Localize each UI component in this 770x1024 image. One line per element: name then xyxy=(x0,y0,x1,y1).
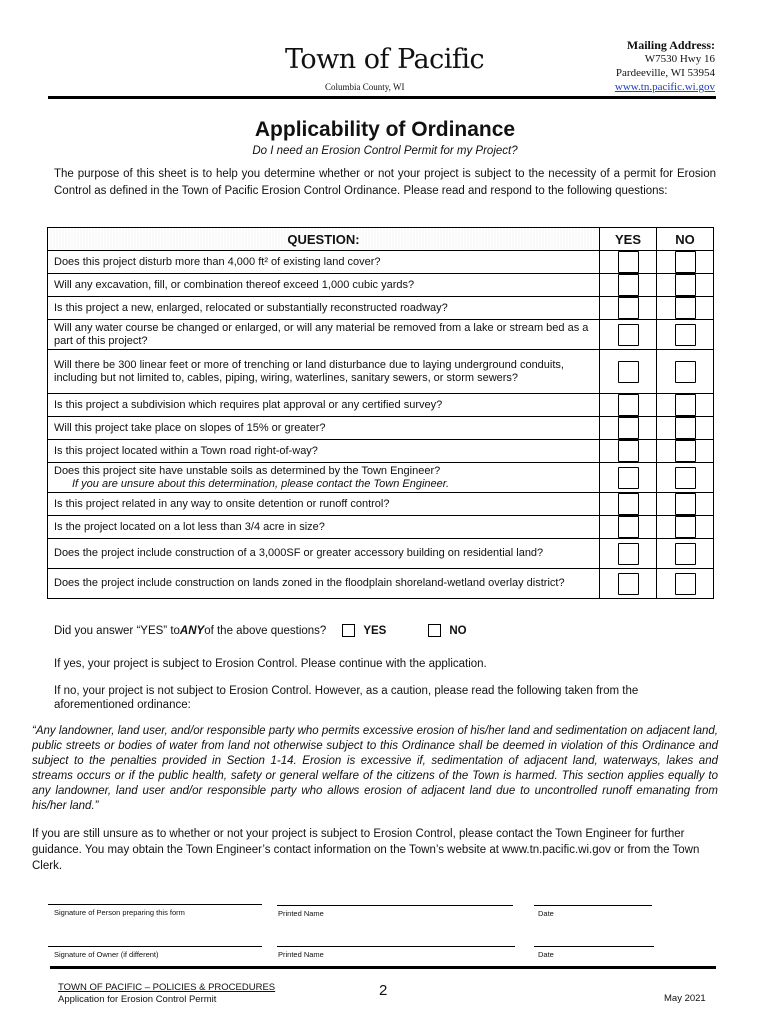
question-cell xyxy=(48,320,600,350)
question-row xyxy=(48,251,714,274)
page-number: 2 xyxy=(379,982,388,999)
question-row xyxy=(48,463,714,493)
question-text: Will there be 300 linear feet or more of trenching or land disturbance due to laying underground conduits, including but not limited to, cables, piping, wiring, waterlines, sanitary sewers, or storm sewers? xyxy=(54,358,564,384)
answer-no-label: NO xyxy=(449,624,467,637)
footer-doc-info xyxy=(58,982,275,1006)
no-cell xyxy=(657,569,714,599)
question-text: Does this project site have unstable soils as determined by the Town Engineer? xyxy=(54,464,441,477)
no-checkbox[interactable] xyxy=(675,324,696,346)
no-cell xyxy=(657,320,714,350)
no-cell xyxy=(657,463,714,493)
question-row xyxy=(48,350,714,394)
no-checkbox[interactable] xyxy=(675,440,696,462)
question-row xyxy=(48,493,714,516)
question-cell xyxy=(48,251,600,274)
date-line-2[interactable] xyxy=(534,946,654,947)
address-line-2: Pardeeville, WI 53954 xyxy=(615,67,715,79)
town-name: Town of Pacific xyxy=(285,44,485,75)
no-cell xyxy=(657,394,714,417)
any-emphasis: ANY xyxy=(179,624,205,637)
question-cell xyxy=(48,274,600,297)
question-cell xyxy=(48,539,600,569)
question-cell xyxy=(48,394,600,417)
answer-no-checkbox[interactable] xyxy=(428,624,441,637)
owner-signature-line[interactable] xyxy=(48,946,262,947)
mailing-heading: Mailing Address: xyxy=(626,38,715,52)
county-label: Columbia County, WI xyxy=(325,82,405,92)
printed-name-line-1[interactable] xyxy=(277,905,513,906)
question-cell xyxy=(48,516,600,539)
any-yes-question-post: of the above questions? xyxy=(204,624,327,637)
no-checkbox[interactable] xyxy=(675,251,696,273)
owner-signature-label: Signature of Owner (if different) xyxy=(54,950,159,959)
preparer-signature-line[interactable] xyxy=(48,904,262,905)
date-line-1[interactable] xyxy=(534,905,652,906)
if-yes-text: If yes, your project is subject to Erosion Control. Please continue with the application. xyxy=(54,658,487,670)
header-divider xyxy=(48,96,716,99)
question-text: Does the project include construction of a 3,000SF or greater accessory building on residential land? xyxy=(54,547,544,559)
intro-paragraph: The purpose of this sheet is to help you determine whether or not your project is subject to the necessity of a permit for Erosion Control as defined in the Town of Pacific Erosion Control Ordinance. Please read and respond to the following questions: xyxy=(54,168,716,197)
if-no-text: If no, your project is not subject to Erosion Control. However, as a caution, please read the following taken from the aforementioned ordinance: xyxy=(54,685,639,711)
question-text: Is this project located within a Town road right-of-way? xyxy=(54,444,318,457)
no-cell xyxy=(657,539,714,569)
mailing-address-block xyxy=(615,38,715,94)
address-line-1: W7530 Hwy 16 xyxy=(644,53,715,65)
yes-cell xyxy=(600,417,657,440)
no-checkbox[interactable] xyxy=(675,467,696,489)
yes-cell xyxy=(600,539,657,569)
no-checkbox[interactable] xyxy=(675,394,696,416)
question-column-header: QUESTION: xyxy=(48,228,600,251)
yes-checkbox[interactable] xyxy=(618,274,639,296)
question-row xyxy=(48,539,714,569)
answer-yes-checkbox[interactable] xyxy=(342,624,355,637)
yes-checkbox[interactable] xyxy=(618,297,639,319)
no-checkbox[interactable] xyxy=(675,417,696,439)
question-note: If you are unsure about this determination, please contact the Town Engineer. xyxy=(72,477,450,490)
yes-cell xyxy=(600,297,657,320)
yes-cell xyxy=(600,274,657,297)
question-text: Will any excavation, fill, or combination thereof exceed 1,000 cubic yards? xyxy=(54,278,415,291)
page-title: Applicability of Ordinance xyxy=(254,118,516,141)
question-row xyxy=(48,297,714,320)
yes-cell xyxy=(600,350,657,394)
yes-column-header: YES xyxy=(600,228,657,251)
no-checkbox[interactable] xyxy=(675,297,696,319)
footer-org: TOWN OF PACIFIC – POLICIES & PROCEDURES xyxy=(58,982,276,993)
no-cell xyxy=(657,440,714,463)
yes-cell xyxy=(600,394,657,417)
printed-name-label-1: Printed Name xyxy=(278,909,324,918)
footer-date: May 2021 xyxy=(664,993,706,1004)
question-text: Is the project located on a lot less than 3/4 acre in size? xyxy=(54,520,325,533)
table-header-row xyxy=(48,228,714,251)
question-text: Is this project a subdivision which requires plat approval or any certified survey? xyxy=(54,398,443,411)
any-yes-question-pre: Did you answer “YES” to xyxy=(54,624,180,637)
yes-checkbox[interactable] xyxy=(618,394,639,416)
question-cell xyxy=(48,350,600,394)
yes-cell xyxy=(600,463,657,493)
no-checkbox[interactable] xyxy=(675,493,696,515)
question-text: Is this project a new, enlarged, relocated or substantially reconstructed roadway? xyxy=(54,301,448,314)
date-label-1: Date xyxy=(538,909,554,918)
questions-table xyxy=(47,227,714,599)
page-subtitle: Do I need an Erosion Control Permit for my Project? xyxy=(252,145,518,157)
website-link[interactable]: www.tn.pacific.wi.gov xyxy=(614,81,715,93)
question-cell xyxy=(48,417,600,440)
no-checkbox[interactable] xyxy=(675,573,696,595)
yes-checkbox[interactable] xyxy=(618,493,639,515)
no-cell xyxy=(657,516,714,539)
question-text: Does the project include construction on lands zoned in the floodplain shoreland-wetland overlay district? xyxy=(54,577,565,589)
printed-name-label-2: Printed Name xyxy=(278,950,324,959)
yes-checkbox[interactable] xyxy=(618,516,639,538)
question-row xyxy=(48,320,714,350)
contact-paragraph: If you are still unsure as to whether or not your project is subject to Erosion Control, please contact the Town Engineer for further guidance. You may obtain the Town Engineer’s contact information on the Town’s website at www.tn.pacific.wi.gov or from the Town Clerk. xyxy=(32,828,700,872)
question-cell xyxy=(48,463,600,493)
yes-cell xyxy=(600,251,657,274)
question-text: Is this project related in any way to onsite detention or runoff control? xyxy=(54,497,390,510)
no-cell xyxy=(657,251,714,274)
question-cell xyxy=(48,493,600,516)
no-checkbox[interactable] xyxy=(675,361,696,383)
yes-checkbox[interactable] xyxy=(618,543,639,565)
no-checkbox[interactable] xyxy=(675,516,696,538)
no-cell xyxy=(657,417,714,440)
yes-cell xyxy=(600,569,657,599)
question-text: Will this project take place on slopes of 15% or greater? xyxy=(54,421,326,434)
footer-divider xyxy=(50,966,716,969)
question-row xyxy=(48,569,714,599)
question-row xyxy=(48,417,714,440)
question-cell xyxy=(48,297,600,320)
no-checkbox[interactable] xyxy=(675,543,696,565)
any-yes-question xyxy=(54,624,467,637)
no-checkbox[interactable] xyxy=(675,274,696,296)
no-cell xyxy=(657,350,714,394)
question-row xyxy=(48,440,714,463)
yes-checkbox[interactable] xyxy=(618,251,639,273)
no-column-header: NO xyxy=(657,228,714,251)
ordinance-quote: “Any landowner, land user, and/or responsible party who permits excessive erosion of his/her land and sedimentation on adjacent land, public streets or bodies of water from land not otherwise subject to this Ordinance shall be deemed in violation of this Ordinance and subject to the penalties provided in Section 1-14. Erosion is excessive if, sedimentation of adjacent land, waterways, lakes and streams occurs or if the public health, safety or general welfare of the citizens of the Town is harmed. This section applies equally to any landowner, land user and/or responsible party who allows erosion of adjacent land due to uncontrolled runoff emanating from his/her land.” xyxy=(32,725,718,812)
yes-checkbox[interactable] xyxy=(618,417,639,439)
question-cell xyxy=(48,440,600,463)
question-row xyxy=(48,274,714,297)
question-text: Does this project disturb more than 4,000 ft² of existing land cover? xyxy=(54,255,381,268)
yes-checkbox[interactable] xyxy=(618,573,639,595)
yes-checkbox[interactable] xyxy=(618,467,639,489)
question-row xyxy=(48,516,714,539)
date-label-2: Date xyxy=(538,950,554,959)
footer-doc-name: Application for Erosion Control Permit xyxy=(58,994,217,1005)
no-cell xyxy=(657,274,714,297)
no-cell xyxy=(657,493,714,516)
yes-checkbox[interactable] xyxy=(618,440,639,462)
yes-checkbox[interactable] xyxy=(618,361,639,383)
printed-name-line-2[interactable] xyxy=(277,946,515,947)
preparer-signature-label: Signature of Person preparing this form xyxy=(54,908,185,917)
question-cell xyxy=(48,569,600,599)
yes-cell xyxy=(600,320,657,350)
answer-yes-label: YES xyxy=(363,624,387,637)
yes-checkbox[interactable] xyxy=(618,324,639,346)
no-cell xyxy=(657,297,714,320)
yes-cell xyxy=(600,440,657,463)
question-row xyxy=(48,394,714,417)
yes-cell xyxy=(600,493,657,516)
yes-cell xyxy=(600,516,657,539)
question-text: Will any water course be changed or enlarged, or will any material be removed from a lake or stream bed as a part of this project? xyxy=(54,321,589,347)
